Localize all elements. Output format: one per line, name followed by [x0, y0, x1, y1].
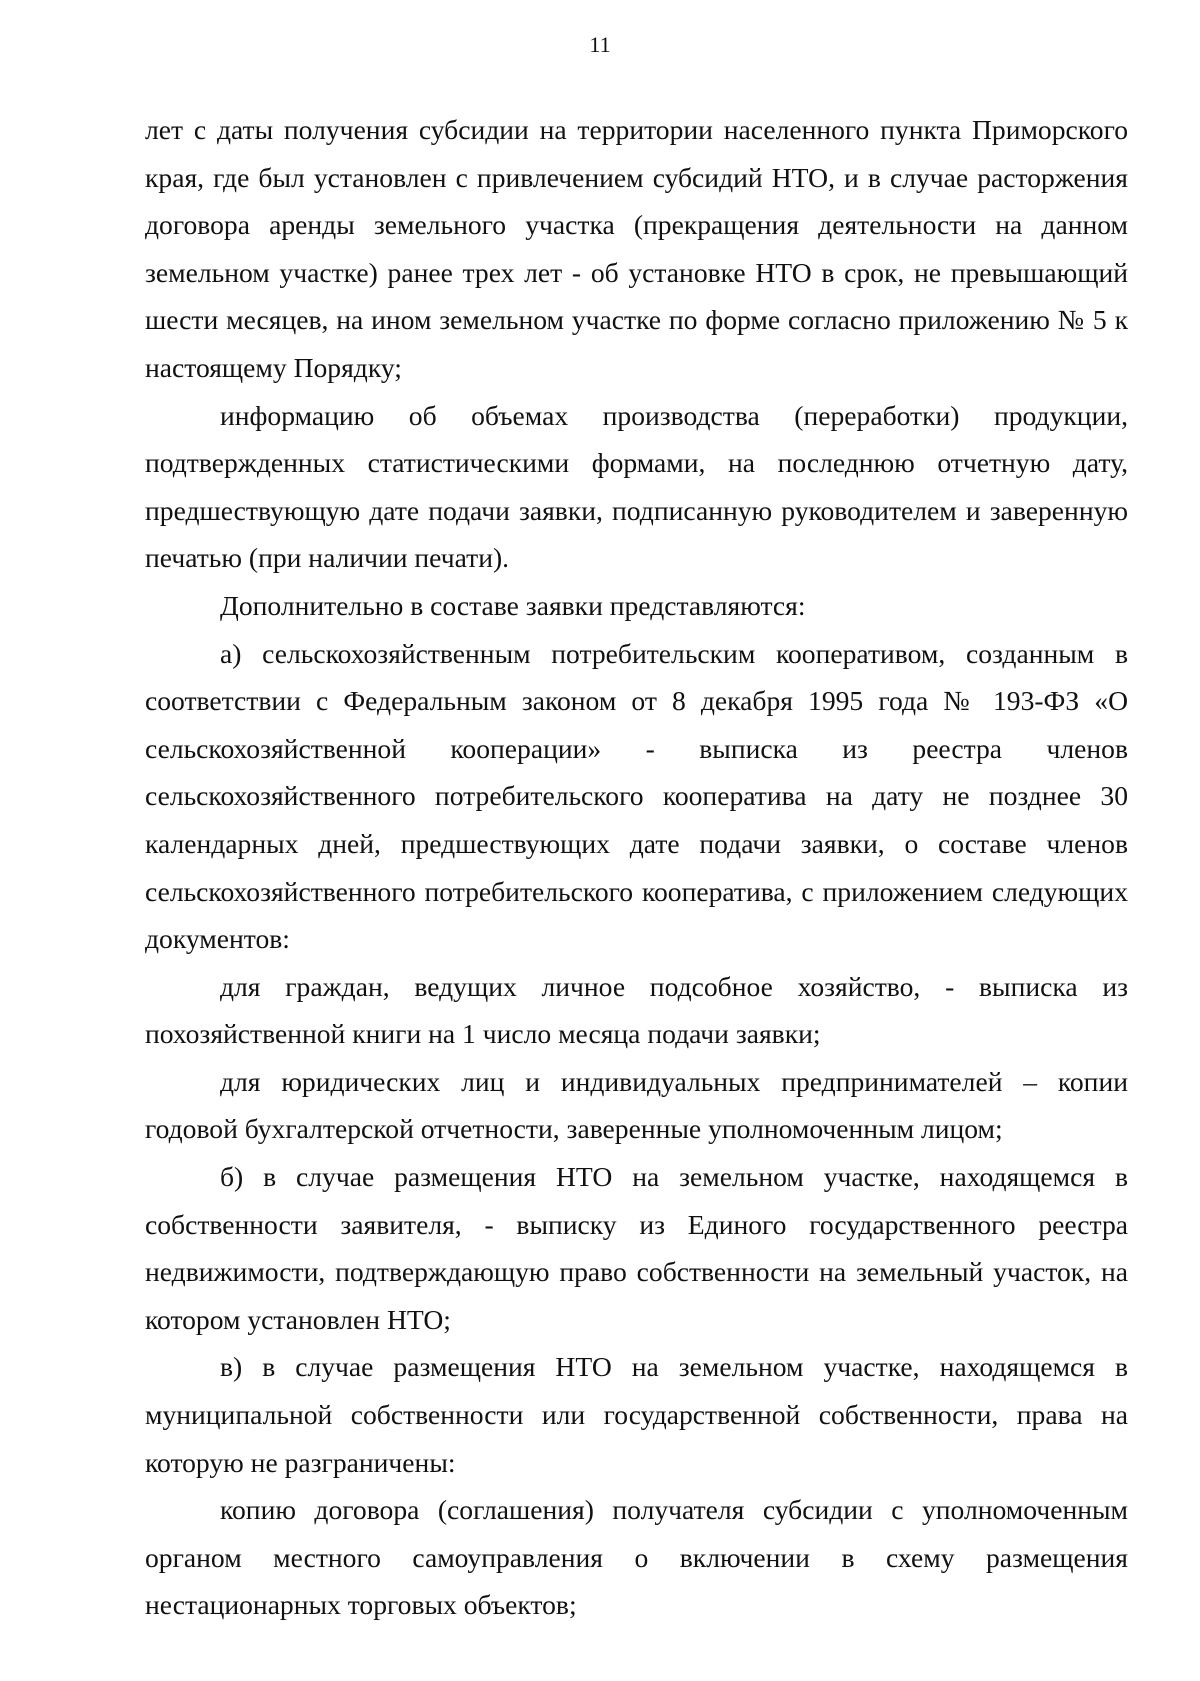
paragraph-citizens-household: для граждан, ведущих личное подсобное хозяйство, - выписка из похозяйственной книги на 1 число месяца подачи заявки;	[145, 970, 1128, 1050]
paragraph-item-a-cooperative: а) сельскохозяйственным потребительским кооперативом, созданным в соответствии с Федеральным законом от 8 декабря 1995 года № 193-ФЗ «О сельскохозяйственной кооперации» - выписка из реестра членов сельскохозяйственного потребительского кооператива на дату не позднее 30 календарных дней, предшествующих дате подачи заявки, о составе членов сельскохозяйственного потребительского кооператива, с приложением следующих документов:	[145, 637, 1128, 955]
paragraph-agreement-copy: копию договора (соглашения) получателя субсидии с уполномоченным органом местного самоуправления о включении в схему размещения нестационарных торговых объектов;	[145, 1494, 1128, 1621]
paragraph-continuation: лет с даты получения субсидии на территории населенного пункта Приморского края, где был установлен с привлечением субсидий НТО, и в случае расторжения договора аренды земельного участка (прекращения деятельности на данном земельном участке) ранее трех лет - об установке НТО в срок, не превышающий шести месяцев, на ином земельном участке по форме согласно приложению № 5 к настоящему Порядку;	[145, 114, 1128, 383]
paragraph-legal-entities: для юридических лиц и индивидуальных предпринимателей – копии годовой бухгалтерской отчетности, заверенные уполномоченным лицом;	[145, 1065, 1128, 1145]
paragraph-item-c-municipal: в) в случае размещения НТО на земельном участке, находящемся в муниципальной собственности или государственной собственности, права на которую не разграничены:	[145, 1351, 1128, 1478]
paragraph-item-b-ownership: б) в случае размещения НТО на земельном участке, находящемся в собственности заявителя, - выписку из Единого государственного реестра недвижимости, подтверждающую право собственности на земельный участок, на котором установлен НТО;	[145, 1161, 1128, 1335]
paragraph-additional-docs-heading: Дополнительно в составе заявки представляются:	[220, 589, 806, 621]
paragraph-production-info: информацию об объемах производства (переработки) продукции, подтвержденных статистическими формами, на последнюю отчетную дату, предшествующую дате подачи заявки, подписанную руководителем и заверенную печатью (при наличии печати).	[145, 399, 1128, 574]
document-body	[145, 106, 1128, 1629]
page-number: 11	[589, 32, 611, 57]
